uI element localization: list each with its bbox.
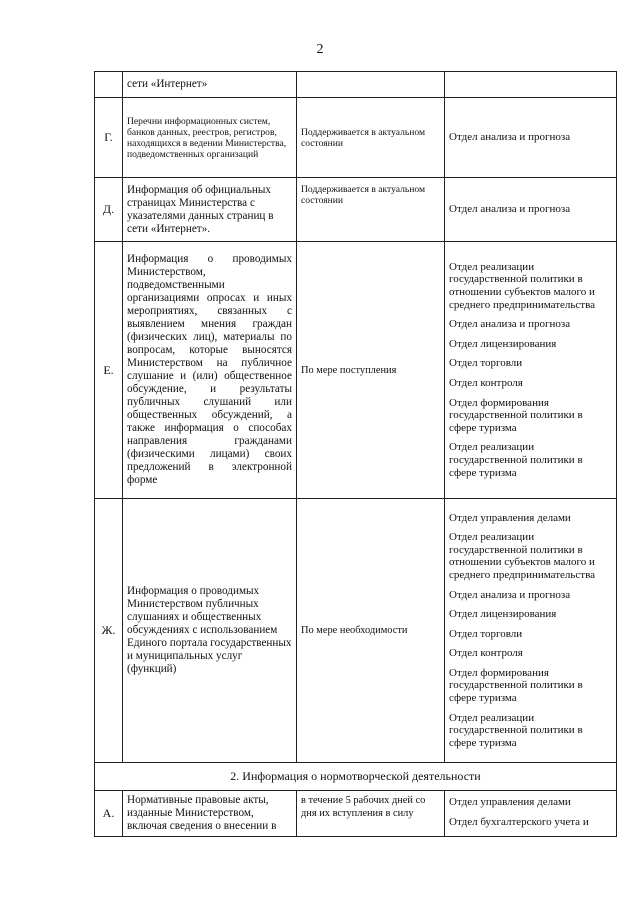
publication-table xyxy=(94,71,617,837)
row-letter: А. xyxy=(95,791,123,837)
department-item: Отдел анализа и прогноза xyxy=(449,318,571,331)
department-item: Отдел формирования государственной политики в сфере туризма xyxy=(449,396,583,434)
row-info: Информация о проводимых Министерством, подведомственными организациями опросах и иных мероприятиях, связанных с выявлением мнения граждан (физических лиц), материалы по вопросам, которые выносятся Министерством на публичное слушание и (или) общественное обсуждение, и результаты публичных слушаний или общественных обсуждений, а также информация о способах направления гражданами (физическими лицами) своих предложений в электронной форме xyxy=(123,242,297,499)
table-row xyxy=(95,791,617,837)
row-departments xyxy=(445,178,617,242)
table-row xyxy=(95,178,617,242)
table-row xyxy=(95,499,617,763)
department-item: Отдел лицензирования xyxy=(449,608,557,621)
department-item: Отдел анализа и прогноза xyxy=(449,588,571,601)
department-item: Отдел анализа и прогноза xyxy=(449,131,571,144)
row-term: По мере поступления xyxy=(297,242,445,499)
row-departments xyxy=(445,499,617,763)
row-term: в течение 5 рабочих дней со дня их вступления в силу xyxy=(297,791,445,837)
section-title: 2. Информация о нормотворческой деятельности xyxy=(95,763,617,791)
row-term: По мере необходимости xyxy=(297,499,445,763)
table-row xyxy=(95,98,617,178)
row-letter: Г. xyxy=(95,98,123,178)
department-item: Отдел контроля xyxy=(449,377,523,389)
row-departments xyxy=(445,242,617,499)
department-item: Отдел реализации государственной политики в сфере туризма xyxy=(449,441,583,479)
department-item: Отдел контроля xyxy=(449,647,523,660)
row-term: Поддерживается в актуальном состоянии xyxy=(297,98,445,178)
row-letter: Ж. xyxy=(95,499,123,763)
row-info: Информация о проводимых Министерством публичных слушаниях и общественных обсуждениях с использованием Единого портала государственных и муниципальных услуг (функций) xyxy=(123,499,297,763)
department-item: Отдел лицензирования xyxy=(449,337,557,350)
department-item: Отдел реализации государственной политики в сфере туризма xyxy=(449,711,583,749)
row-info: Нормативные правовые акты, изданные Министерством, включая сведения о внесении в xyxy=(123,791,297,837)
department-item: Отдел управления делами xyxy=(449,511,571,524)
department-item: Отдел реализации государственной политики в отношении субъектов малого и среднего предпринимательства xyxy=(449,531,596,581)
row-letter: Е. xyxy=(95,242,123,499)
row-letter: Д. xyxy=(95,178,123,242)
section-row xyxy=(95,763,617,791)
row-info: Перечни информационных систем, банков данных, реестров, регистров, находящихся в ведении Министерства, подведомственных организаций xyxy=(123,98,297,178)
row-info: сети «Интернет» xyxy=(123,72,297,98)
department-item: Отдел бухгалтерского учета и xyxy=(449,815,589,828)
page-number: 2 xyxy=(316,42,324,57)
row-term: Поддерживается в актуальном состоянии xyxy=(297,178,445,242)
row-departments xyxy=(445,72,617,98)
department-item: Отдел торговли xyxy=(449,627,523,640)
department-item: Отдел реализации государственной политики в отношении субъектов малого и среднего предпринимательства xyxy=(449,260,596,311)
department-item: Отдел управления делами xyxy=(449,796,571,808)
table-row xyxy=(95,242,617,499)
department-item: Отдел формирования государственной политики в сфере туризма xyxy=(449,666,583,705)
row-departments xyxy=(445,98,617,178)
department-item: Отдел торговли xyxy=(449,357,523,370)
row-term xyxy=(297,72,445,98)
row-letter xyxy=(95,72,123,98)
row-departments xyxy=(445,791,617,837)
department-item: Отдел анализа и прогноза xyxy=(449,203,571,216)
row-info: Информация об официальных страницах Министерства с указателями данных страниц в сети «Интернет». xyxy=(123,178,297,242)
table-row xyxy=(95,72,617,98)
